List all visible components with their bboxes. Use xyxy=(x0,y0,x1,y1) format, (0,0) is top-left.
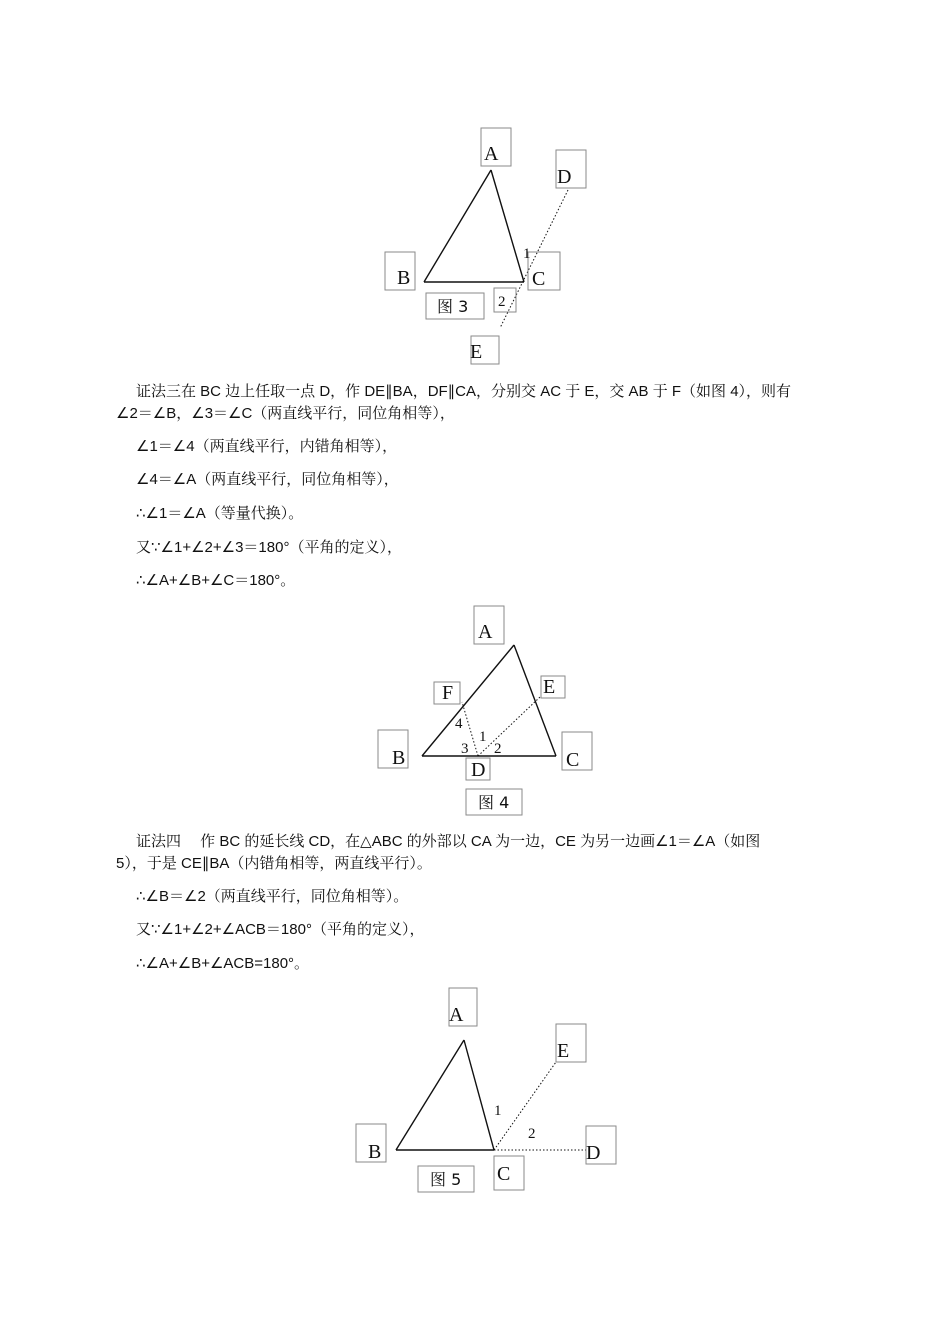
line-ce xyxy=(494,1062,556,1150)
angle-3-label: 3 xyxy=(461,741,469,757)
label-d: D xyxy=(586,1142,601,1164)
proof3-line5: 又∵∠1+∠2+∠3＝180°（平角的定义）， xyxy=(136,539,402,556)
angle-1-label: 1 xyxy=(494,1103,502,1119)
triangle-abc xyxy=(424,170,524,282)
angle-1-label: 1 xyxy=(523,246,531,262)
proof3-line1a: 证法三在 BC 边上任取一点 D，作 DE∥BA，DF∥CA，分别交 AC 于 E，交 AB 于 F（如图 4），则有 xyxy=(136,383,792,400)
proof3-line3: ∠4＝∠A（两直线平行，同位角相等）， xyxy=(136,471,399,488)
line-de xyxy=(500,190,568,328)
figure-4-caption: 图 4 xyxy=(478,793,510,812)
proof3-line6: ∴∠A+∠B+∠C＝180°。 xyxy=(136,572,296,589)
angle-1-label: 1 xyxy=(479,729,487,745)
triangle-abc xyxy=(396,1040,494,1150)
proof3-line2: ∠1＝∠4（两直线平行，内错角相等）， xyxy=(136,438,398,455)
line-de xyxy=(478,697,540,756)
figure-4 xyxy=(0,600,950,820)
angle-2-label: 2 xyxy=(494,741,502,757)
angle-2-label: 2 xyxy=(498,294,506,310)
label-b: B xyxy=(397,267,411,289)
label-e: E xyxy=(543,676,556,698)
label-e: E xyxy=(470,341,483,363)
proof4-line2: ∴∠B＝∠2（两直线平行，同位角相等）。 xyxy=(136,888,409,905)
angle-2-label: 2 xyxy=(528,1126,536,1142)
angle-4-label: 4 xyxy=(455,716,463,732)
proof4-line1a: 证法四 作 BC 的延长线 CD，在△ABC 的外部以 CA 为一边，CE 为另一边画∠1＝∠A（如图 xyxy=(136,833,761,850)
figure-5-caption: 图 5 xyxy=(430,1170,462,1189)
proof4-line3: 又∵∠1+∠2+∠ACB＝180°（平角的定义）， xyxy=(136,921,425,938)
proof4-line4: ∴∠A+∠B+∠ACB=180°。 xyxy=(136,955,310,972)
label-b: B xyxy=(392,747,406,769)
label-b: B xyxy=(368,1141,382,1163)
label-d: D xyxy=(471,759,486,781)
proof4-line1b: 5），于是 CE∥BA（内错角相等，两直线平行）。 xyxy=(116,855,432,872)
label-c: C xyxy=(497,1163,511,1185)
label-e: E xyxy=(557,1040,570,1062)
label-a: A xyxy=(449,1004,464,1026)
label-d: D xyxy=(557,166,572,188)
figure-3-caption: 图 3 xyxy=(437,297,469,316)
proof3-line1b: ∠2＝∠B，∠3＝∠C（两直线平行，同位角相等）， xyxy=(116,405,455,422)
label-f: F xyxy=(442,682,454,704)
label-a: A xyxy=(478,621,493,643)
label-c: C xyxy=(532,268,546,290)
figure-3 xyxy=(0,0,950,380)
figure-5 xyxy=(0,980,950,1200)
label-a: A xyxy=(484,143,499,165)
label-c: C xyxy=(566,749,580,771)
proof3-line4: ∴∠1＝∠A（等量代换）。 xyxy=(136,505,304,522)
